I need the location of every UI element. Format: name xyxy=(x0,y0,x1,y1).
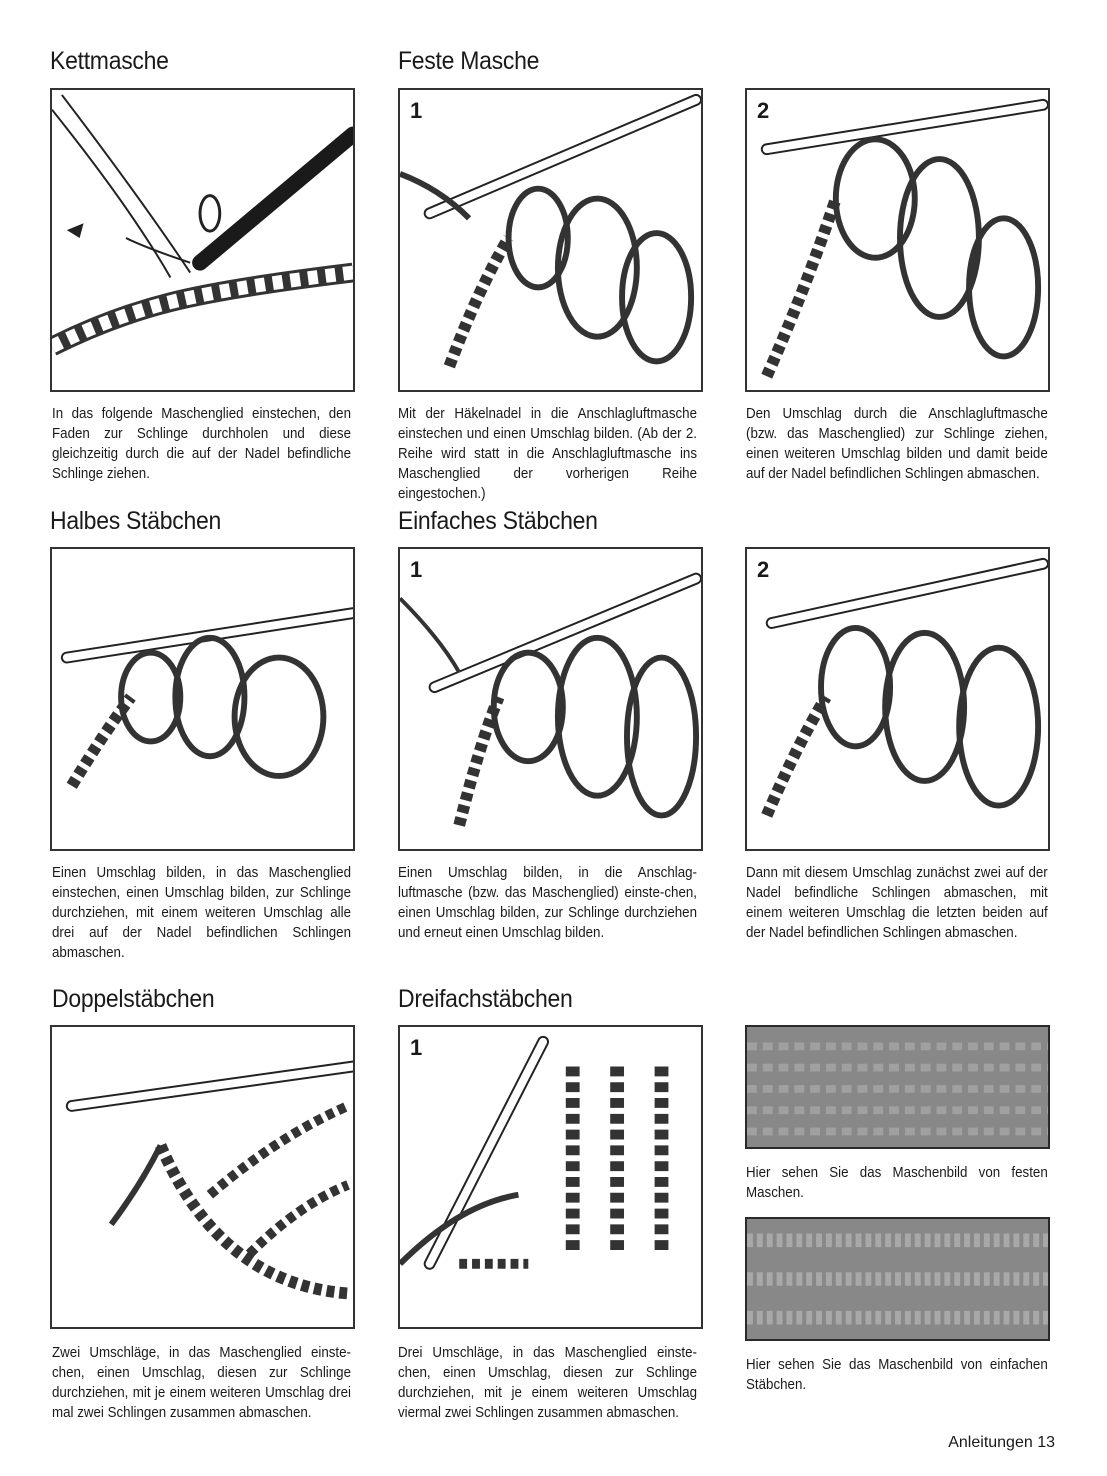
step-number: 2 xyxy=(757,557,770,582)
illustration-einfaches-staebchen-2 xyxy=(745,547,1050,851)
heading-kettmasche: Kettmasche xyxy=(50,47,169,75)
illustration-dreifachstaebchen xyxy=(398,1025,703,1329)
illustration-einfaches-staebchen-1 xyxy=(398,547,703,851)
footer-label: Anleitungen xyxy=(948,1434,1033,1451)
caption-kettmasche: In das folgende Maschenglied einstechen, den Faden zur Schlinge durchholen und diese gleichzeitig durch die auf der Nadel befindliche Schlinge ziehen. xyxy=(52,406,351,482)
caption-halbes-staebchen: Einen Umschlag bilden, in das Maschenglied einstechen, einen Umschlag bilden, zur Schlinge durchziehen, mit einem weiteren Umschlag alle drei auf der Nadel befindlichen Schlingen abmaschen. xyxy=(52,865,351,961)
step-number: 1 xyxy=(410,98,423,123)
heading-doppelstaebchen: Doppelstäbchen xyxy=(52,985,215,1013)
caption-feste-masche-2: Den Umschlag durch die Anschlagluftmasche (bzw. das Maschenglied) zur Schlinge ziehen, einen weiteren Umschlag bilden und damit beide auf der Nadel befindlichen Schlingen abmaschen. xyxy=(746,406,1048,482)
illustration-halbes-staebchen xyxy=(50,547,355,851)
photo-einfache-staebchen xyxy=(745,1217,1050,1341)
caption-photo-einfache-staebchen: Hier sehen Sie das Maschenbild von einfachen Stäbchen. xyxy=(746,1357,1048,1393)
step-number: 2 xyxy=(757,98,770,123)
caption-einfaches-staebchen-1: Einen Umschlag bilden, in die Anschlag-luftmasche (bzw. das Maschenglied) einste-chen, einen Umschlag bilden, zur Schlinge durchziehen und erneut einen Umschlag bilden. xyxy=(398,865,697,941)
illustration-kettmasche xyxy=(50,88,355,392)
heading-dreifachstaebchen: Dreifachstäbchen xyxy=(398,985,573,1013)
heading-halbes-staebchen: Halbes Stäbchen xyxy=(50,507,222,535)
step-number: 1 xyxy=(410,557,423,582)
caption-doppelstaebchen: Zwei Umschläge, in das Maschenglied einste-chen, einen Umschlag, diesen zur Schlinge durchziehen, mit je einem weiteren Umschlag drei mal zwei Schlingen zusammen abmaschen. xyxy=(52,1345,351,1421)
heading-feste-masche: Feste Masche xyxy=(398,47,540,75)
caption-dreifachstaebchen: Drei Umschläge, in das Maschenglied einste-chen, einen Umschlag, diesen zur Schlinge durchziehen, mit je einem weiteren Umschlag viermal zwei Schlingen zusammen abmaschen. xyxy=(398,1345,697,1421)
illustration-feste-masche-2 xyxy=(745,88,1050,392)
step-number: 1 xyxy=(410,1035,423,1060)
heading-einfaches-staebchen: Einfaches Stäbchen xyxy=(398,507,598,535)
page-footer xyxy=(948,1434,1055,1452)
photo-feste-maschen xyxy=(745,1025,1050,1149)
caption-einfaches-staebchen-2: Dann mit diesem Umschlag zunächst zwei auf der Nadel befindliche Schlingen abmaschen, mit einem weiteren Umschlag die letzten beiden auf der Nadel befindlichen Schlingen abmaschen. xyxy=(746,865,1048,941)
page-number: 13 xyxy=(1037,1434,1055,1451)
illustration-doppelstaebchen xyxy=(50,1025,355,1329)
illustration-feste-masche-1 xyxy=(398,88,703,392)
caption-photo-feste-maschen: Hier sehen Sie das Maschenbild von festen Maschen. xyxy=(746,1165,1048,1201)
caption-feste-masche-1: Mit der Häkelnadel in die Anschlagluftmasche einstechen und einen Umschlag bilden. (Ab der 2. Reihe wird statt in die Anschlagluftmasche ins Maschenglied der vorherigen Reihe eingestochen.) xyxy=(398,406,697,502)
